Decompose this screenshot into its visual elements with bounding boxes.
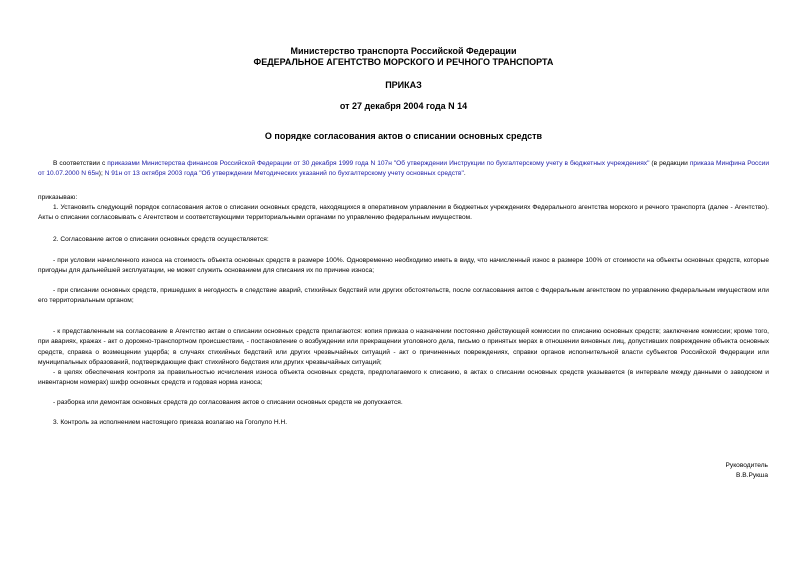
order-word: приказываю: — [38, 194, 78, 201]
order-91n-link[interactable]: N 91н от 13 октября 2003 года "Об утверждении Методических указаний по бухгалтерскому учету основных средств" — [104, 170, 464, 178]
intro-text-3: ); — [98, 170, 105, 178]
item-3: 3. Контроль за исполнением настоящего приказа возлагаю на Гоголуло Н.Н. — [53, 419, 288, 426]
intro-text-2: (в редакции — [649, 160, 690, 167]
document-title: О порядке согласования актов о списании основных средств — [264, 131, 543, 141]
agency-heading: ФЕДЕРАЛЬНОЕ АГЕНТСТВО МОРСКОГО И РЕЧНОГО ТРАНСПОРТА — [253, 57, 554, 67]
bullet-1: - при условии начисленного износа на стоимость объекта основных средств в размере 100%. Одновременно необходимо иметь в виду, что начисленный износ в размере 100% от стоимости на объекты основных средств, которые пригодны для дальнейшей эксплуатации, не может служить основанием для списания их по причине износа; — [38, 257, 769, 275]
signature-name: В.В.Рукша — [736, 472, 768, 479]
date-number-heading: от 27 декабря 2004 года N 14 — [339, 101, 468, 111]
bullet-5: - разборка или демонтаж основных средств до согласования актов о списании основных средств не допускается. — [53, 399, 403, 406]
signature-position: Руководитель — [725, 462, 768, 469]
item-2: 2. Согласование актов о списании основных средств осуществляется: — [53, 236, 269, 243]
intro-text-4: . — [463, 170, 466, 178]
minfin-amendment-link[interactable]: приказа Минфина России от 10.07.2000 N 65н — [38, 160, 769, 178]
bullet-3: - к представленным на согласование в Агентство актам о списании основных средств прилагаются: копия приказа о назначении постоянно действующей комиссии по списанию основных средств; заключение комиссии; кроме того, при авариях, кражах - акт о дорожно-транспортном происшествии, - постановление о возбуждении или прекращении уголовного дела, письмо о принятых мерах в отношении виновных лиц, допустивших повреждение объекта основных средств, справка о возмещении ущерба; в случаях стихийных бедствий или других чрезвычайных ситуаций - акт о причиненных повреждениях, справки органов исполнительной власти субъектов Российской Федерации или муниципальных образований, подтверждающие факт стихийного бедствия или других чрезвычайных ситуаций; — [38, 328, 769, 367]
intro-paragraph — [38, 159, 769, 180]
minfin-order-link[interactable]: приказами Министерства финансов Российской Федерации от 30 декабря 1999 года N 107н "Об утверждении Инструкции по бухгалтерскому учету в бюджетных учреждениях" — [107, 160, 650, 167]
ministry-heading: Министерство транспорта Российской Федерации — [290, 46, 517, 56]
bullet-4: - в целях обеспечения контроля за правильностью исчисления износа объекта основных средств, предполагаемого к списанию, в актах о списании основных средств указывается (в интервале между данными о заводском и инвентарном номерах) шифр основных средств и годовая норма износа; — [38, 369, 769, 387]
doc-type-heading: ПРИКАЗ — [385, 80, 422, 90]
item-1: 1. Установить следующий порядок согласования актов о списании основных средств, находящихся в оперативном управлении в бюджетных учреждениях Федерального агентства морского и речного транспорта (далее - Агентство). Акты о списании согласовывать с Агентством и соответствующими территориальными органами по управлению федеральным имуществом. — [38, 204, 769, 222]
intro-text-1: В соответствии с — [53, 160, 108, 167]
bullet-2: - при списании основных средств, пришедших в негодность в следствие аварий, стихийных бедствий или других обстоятельств, после согласования актов с Федеральным агентством по управлению федеральным имуществом или его территориальным органом; — [38, 287, 769, 305]
